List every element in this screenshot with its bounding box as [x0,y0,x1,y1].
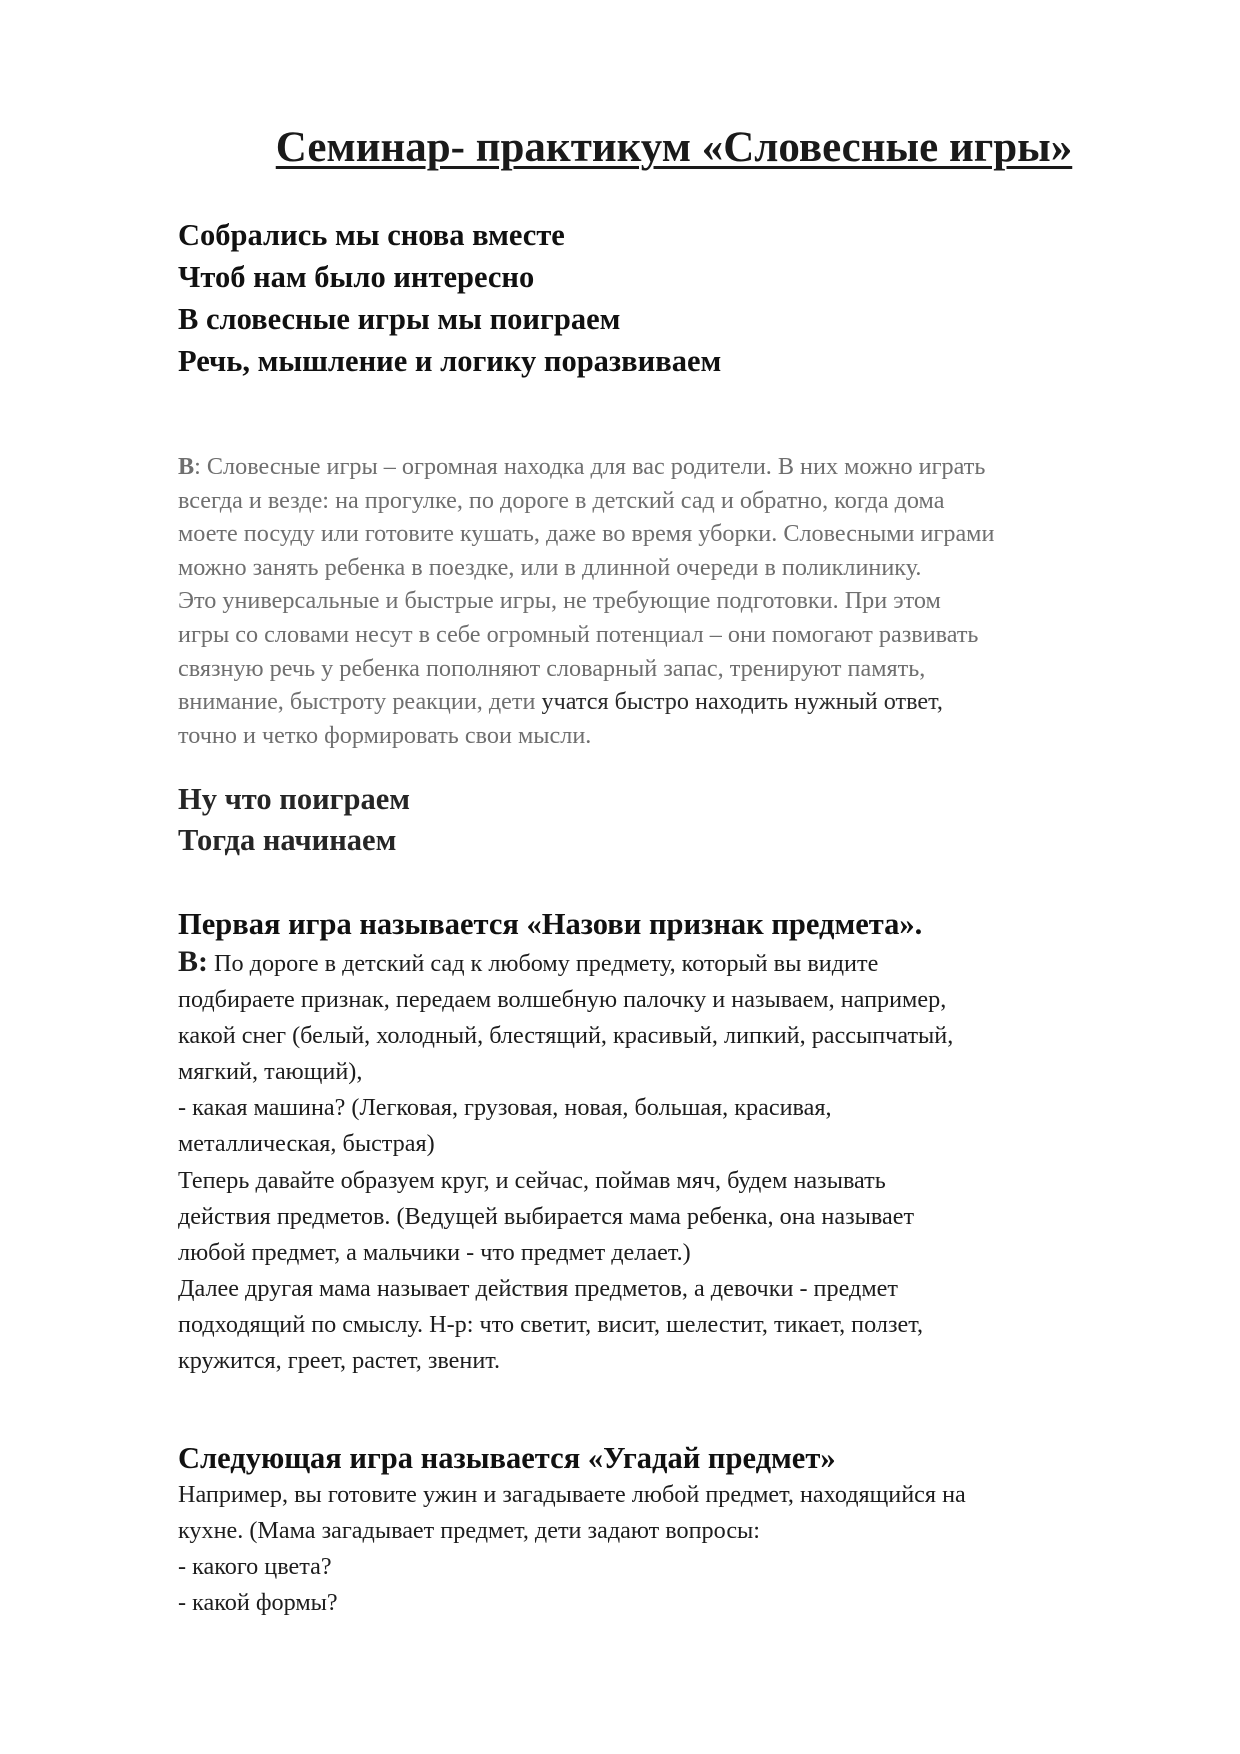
game2-line: кухне. (Мама загадывает предмет, дети задают вопросы: [178,1517,761,1545]
intro-line [178,450,1168,484]
game1-line: мягкий, тающий), [178,1058,363,1086]
game2-line: Например, вы готовите ужин и загадываете любой предмет, находящийся на [178,1481,966,1508]
game1-heading: Первая игра называется «Назови признак предмета». [178,907,923,941]
game1-line: любой предмет, а мальчики - что предмет делает.) [178,1238,691,1266]
game2-heading: Следующая игра называется «Угадай предмет» [178,1441,836,1475]
intro-line [178,685,1168,719]
game2-line: - какой формы? [178,1589,338,1617]
game1-line [178,944,1168,982]
speaker-label: В [178,453,195,480]
game1-line: Теперь давайте образуем круг, и сейчас, поймав мяч, будем называть [178,1166,886,1194]
game1-line: подбираете признак, передаем волшебную палочку и называем, например, [178,986,947,1014]
speaker-label: В: [178,945,208,978]
intro-line: игры со словами несут в себе огромный потенциал – они помогают развивать [178,620,979,648]
intro-line: моете посуду или готовите кушать, даже во время уборки. Словесными играми [178,520,995,548]
intro-paragraph [178,450,1168,752]
intro-line-text: внимание, быстроту реакции, дети [178,688,542,716]
game1-line: действия предметов. (Ведущей выбирается мама ребенка, она называет [178,1202,915,1230]
intro-line: всегда и везде: на прогулке, по дороге в детский сад и обратно, когда дома [178,486,945,514]
game1-line: какой снег (белый, холодный, блестящий, красивый, липкий, рассыпчатый, [178,1022,954,1050]
poem-line: В словесные игры мы поиграем [178,302,621,336]
interlude-line: Ну что поиграем [178,782,411,816]
page-title [0,118,1240,178]
intro-line-text-dark: учатся быстро находить нужный ответ, [541,688,943,716]
intro-line: можно занять ребенка в поездке, или в длинной очереди в поликлинику. [178,553,922,581]
poem-line: Собрались мы снова вместе [178,218,565,252]
game1-body [178,944,1168,1379]
game1-line: кружится, греет, растет, звенит. [178,1347,501,1375]
game2-body [178,1477,1168,1621]
intro-line: Это универсальные и быстрые игры, не требующие подготовки. При этом [178,587,941,615]
interlude-verse [178,779,1168,861]
game1-line: Далее другая мама называет действия предметов, а девочки - предмет [178,1274,898,1302]
game1-line-text: По дороге в детский сад к любому предмету, который вы видите [208,950,879,977]
game1-line: - какая машина? (Легковая, грузовая, новая, большая, красивая, [178,1094,832,1122]
game2-line: - какого цвета? [178,1553,332,1581]
game1-line: металлическая, быстрая) [178,1130,435,1158]
intro-line: точно и четко формировать свои мысли. [178,721,592,749]
poem-line: Речь, мышление и логику поразвиваем [178,344,722,378]
poem-line: Чтоб нам было интересно [178,260,535,294]
intro-line-text: : Словесные игры – огромная находка для вас родители. В них можно играть [194,453,986,480]
game1-line: подходящий по смыслу. Н-р: что светит, висит, шелестит, тикает, ползет, [178,1310,924,1338]
page-title-text: Семинар- практикум «Словесные игры» [275,124,1073,171]
intro-line: связную речь у ребенка пополняют словарный запас, тренируют память, [178,654,926,682]
interlude-line: Тогда начинаем [178,823,397,857]
opening-poem [178,214,1168,382]
